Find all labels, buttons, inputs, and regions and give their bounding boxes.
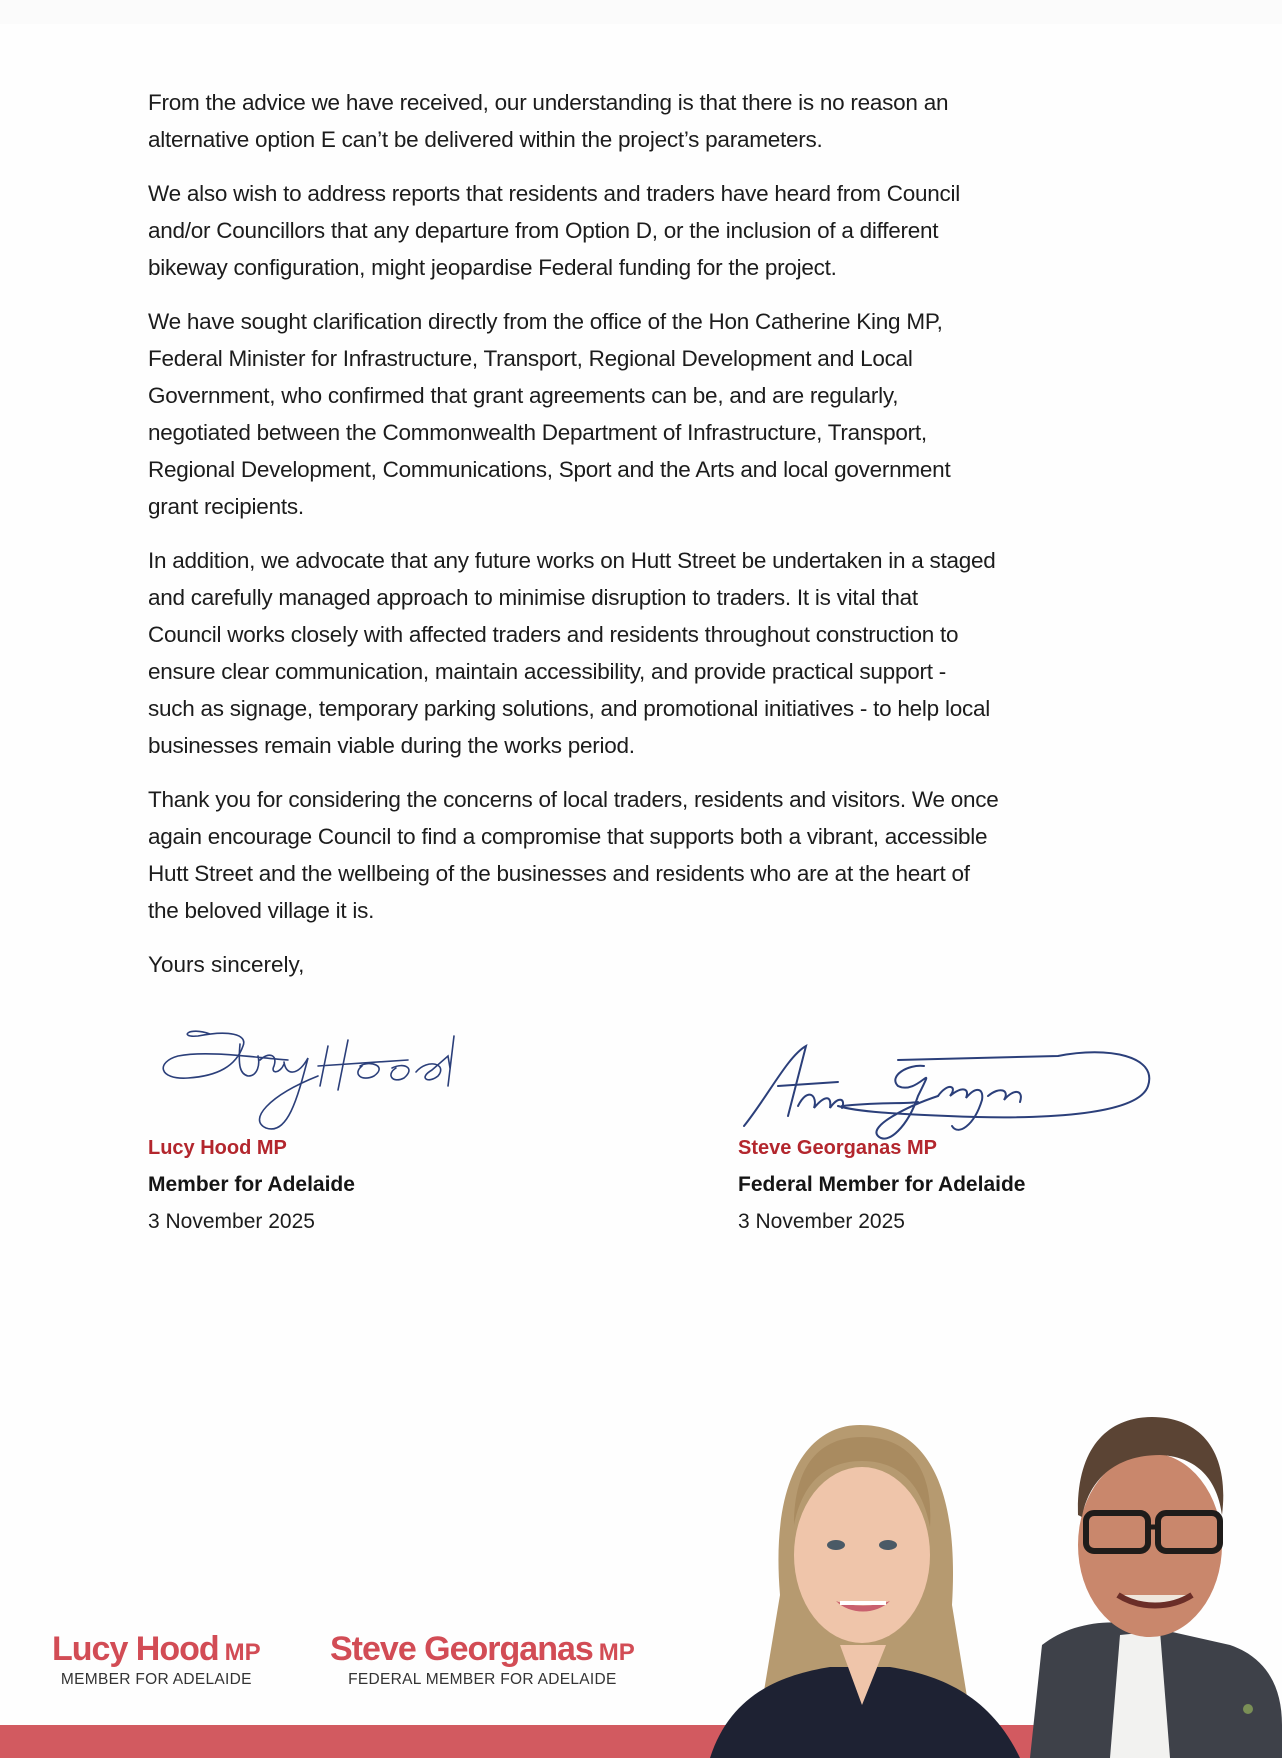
text-line: bikeway configuration, might jeopardise Federal funding for the project. [148,255,837,280]
signatory-name: Steve Georganas MP [738,1137,937,1159]
text-line: We have sought clarification directly from the office of the Hon Catherine King MP, [148,309,943,334]
logo-suffix: MP [598,1639,635,1666]
text-line: In addition, we advocate that any future works on Hutt Street be undertaken in a staged [148,548,996,573]
text-line: Federal Minister for Infrastructure, Transport, Regional Development and Local [148,346,913,371]
signature-date: 3 November 2025 [738,1210,905,1233]
paragraph-funding-reports [148,175,1138,286]
text-line: Thank you for considering the concerns of local traders, residents and visitors. We once [148,787,999,812]
top-margin-band [0,0,1282,24]
paragraph-clarification [148,303,1138,525]
text-line: and carefully managed approach to minimise disruption to traders. It is vital that [148,585,918,610]
text-line: and/or Councillors that any departure from Option D, or the inclusion of a different [148,218,939,243]
signatory-role: Federal Member for Adelaide [738,1173,1026,1196]
text-line: From the advice we have received, our understanding is that there is no reason an [148,90,949,115]
closing-salutation: Yours sincerely, [148,952,305,977]
portrait-photo-icon [690,1395,1282,1758]
logo-name-text: Steve Georganas [330,1630,593,1668]
logo-subtitle: MEMBER FOR ADELAIDE [60,1671,252,1688]
logo-name [330,1630,635,1669]
text-line: grant recipients. [148,494,304,519]
logo-suffix: MP [224,1639,261,1666]
text-line: ensure clear communication, maintain accessibility, and provide practical support - [148,659,946,684]
text-line: Council works closely with affected traders and residents throughout construction to [148,622,959,647]
text-line: Hutt Street and the wellbeing of the businesses and residents who are at the heart of [148,861,970,886]
logo-name [52,1630,261,1669]
paragraph-staged-works [148,542,1138,764]
signature-date: 3 November 2025 [148,1210,315,1233]
letter-body [148,84,1138,983]
handwritten-signature-icon [148,1016,608,1156]
paragraph-option-e [148,84,1138,158]
text-line: alternative option E can’t be delivered within the project’s parameters. [148,127,823,152]
text-line: businesses remain viable during the works period. [148,733,635,758]
footer-logo-steve-georganas [330,1630,635,1689]
text-line: Government, who confirmed that grant agreements can be, and are regularly, [148,383,899,408]
text-line: such as signage, temporary parking solutions, and promotional initiatives - to help local [148,696,990,721]
man-portrait [1030,1417,1282,1758]
text-line: We also wish to address reports that residents and traders have heard from Council [148,181,960,206]
paragraph-thank-you [148,781,1138,929]
text-line: negotiated between the Commonwealth Department of Infrastructure, Transport, [148,420,927,445]
woman-portrait [710,1425,1020,1758]
footer-logo-lucy-hood [52,1630,261,1689]
logo-name-text: Lucy Hood [52,1630,219,1668]
signatory-name: Lucy Hood MP [148,1137,287,1159]
text-line: Regional Development, Communications, Sport and the Arts and local government [148,457,951,482]
text-line: the beloved village it is. [148,898,375,923]
logo-subtitle: FEDERAL MEMBER FOR ADELAIDE [348,1671,617,1688]
signatory-role: Member for Adelaide [148,1173,355,1196]
handwritten-signature-icon [738,1016,1198,1156]
text-line: again encourage Council to find a compromise that supports both a vibrant, accessible [148,824,988,849]
